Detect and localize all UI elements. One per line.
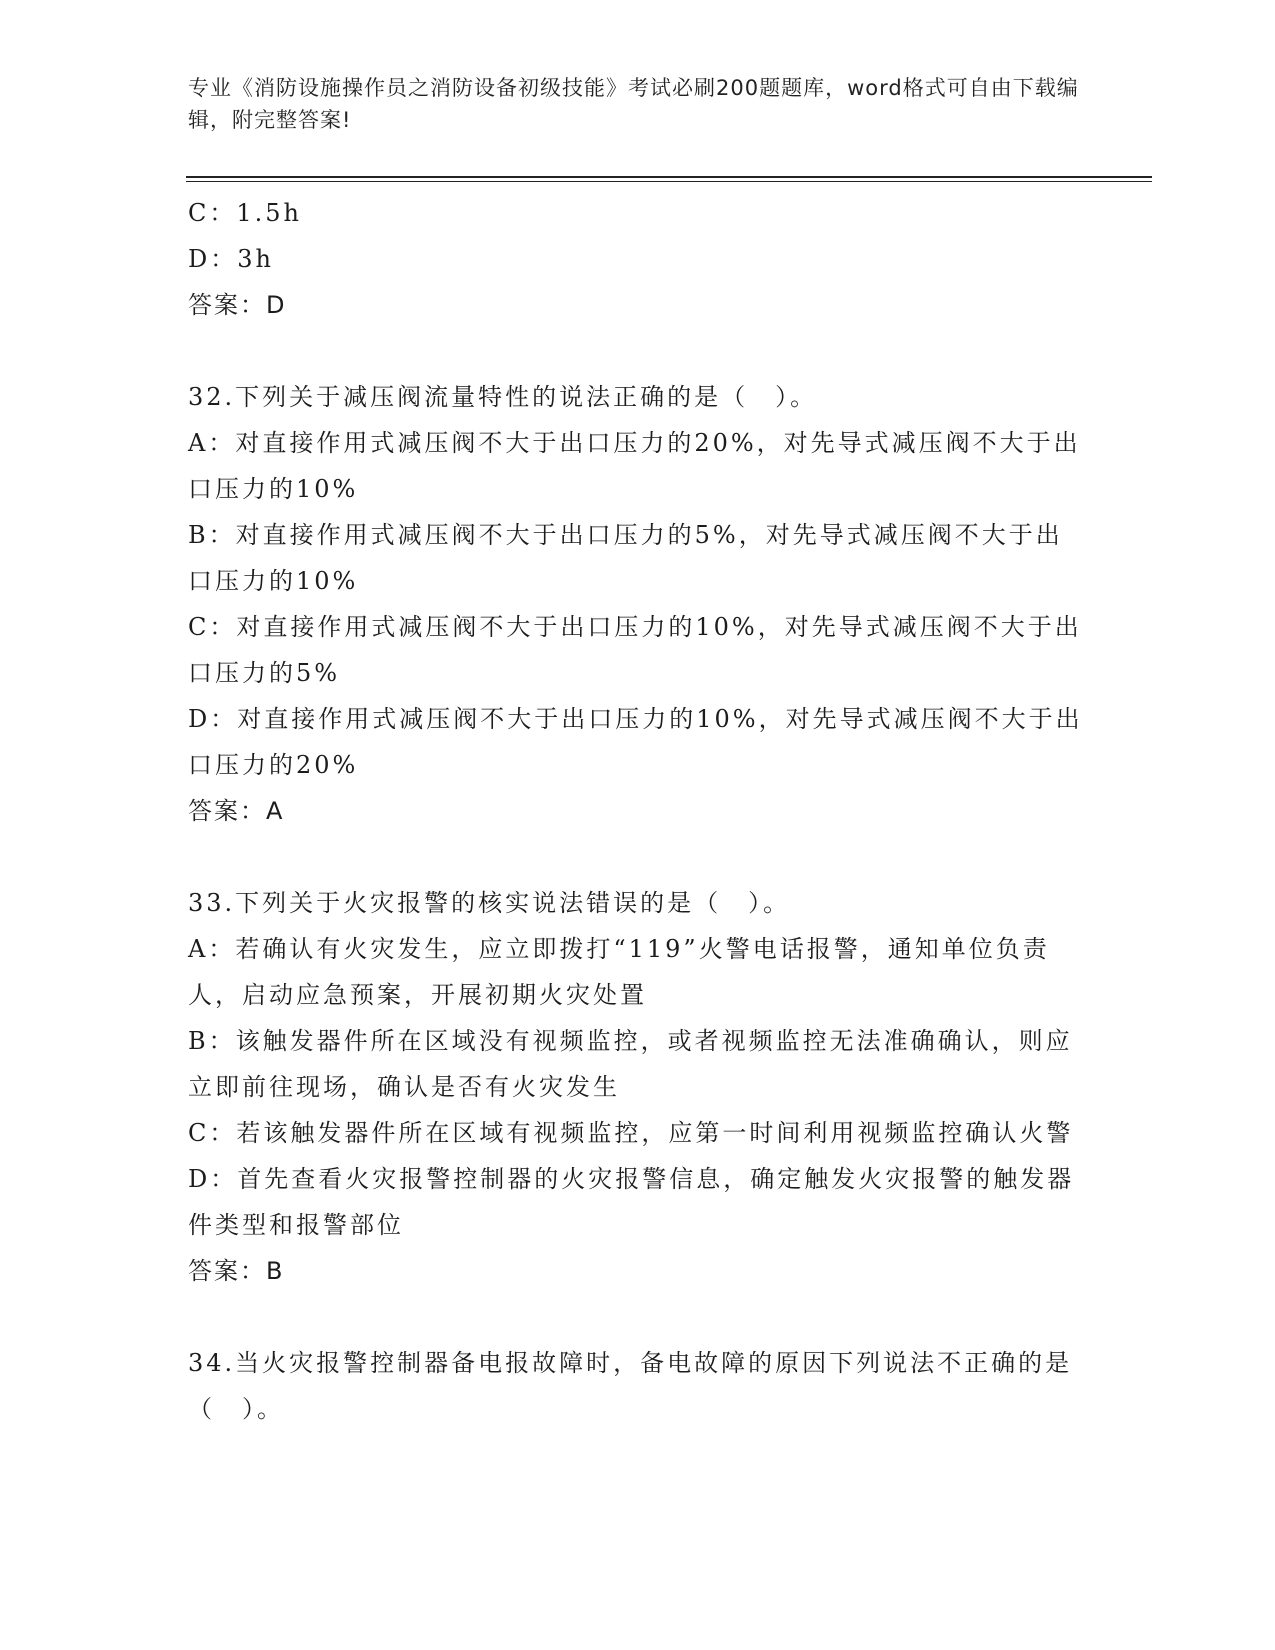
option-c	[188, 190, 1088, 236]
option-label: D	[188, 245, 211, 273]
option-separator: ：	[208, 429, 236, 457]
option-separator: ：	[210, 705, 238, 733]
option-text: 3h	[237, 245, 274, 273]
answer-value: B	[266, 1257, 285, 1285]
option-separator: ：	[209, 199, 237, 227]
option-text: 该触发器件所在区域没有视频监控，或者视频监控无法准确确认，则应立即前往现场，确认是否有火灾发生	[188, 1027, 1073, 1101]
option-text: 1.5h	[236, 199, 302, 227]
option-text: 若确认有火灾发生，应立即拨打“119”火警电话报警，通知单位负责人，启动应急预案，开展初期火灾处置	[188, 935, 1050, 1009]
option-label: A	[188, 935, 209, 963]
option-text: 对直接作用式减压阀不大于出口压力的5%，对先导式减压阀不大于出口压力的10%	[188, 521, 1063, 595]
option-label: B	[188, 521, 209, 549]
answer-label: 答案：	[188, 291, 266, 319]
answer-value: A	[266, 797, 285, 825]
question-34	[188, 1340, 1088, 1432]
question-33	[188, 880, 1088, 1294]
option-separator: ：	[210, 1165, 238, 1193]
question-text: 下列关于火灾报警的核实说法错误的是（ ）。	[235, 889, 791, 917]
answer-label: 答案：	[188, 1257, 266, 1285]
option-label: B	[188, 1027, 209, 1055]
option-text: 对直接作用式减压阀不大于出口压力的10%，对先导式减压阀不大于出口压力的5%	[188, 613, 1082, 687]
option-label: D	[188, 705, 211, 733]
answer-line	[188, 282, 1088, 328]
option-d	[188, 236, 1088, 282]
option-separator: ：	[210, 245, 238, 273]
question-number: 33.	[188, 889, 236, 917]
option-b	[188, 1018, 1088, 1110]
question-32	[188, 374, 1088, 834]
option-d	[188, 696, 1088, 788]
question-number: 32.	[188, 383, 236, 411]
option-separator: ：	[208, 1027, 236, 1055]
question-number: 34.	[188, 1349, 236, 1377]
answer-value: D	[266, 291, 287, 319]
option-text: 首先查看火灾报警控制器的火灾报警信息，确定触发火灾报警的触发器件类型和报警部位	[188, 1165, 1075, 1239]
option-c	[188, 604, 1088, 696]
option-b	[188, 512, 1088, 604]
option-text: 若该触发器件所在区域有视频监控，应第一时间利用视频监控确认火警	[236, 1119, 1074, 1147]
option-label: D	[188, 1165, 211, 1193]
document-body	[188, 190, 1088, 1432]
question-text: 当火灾报警控制器备电报故障时，备电故障的原因下列说法不正确的是（ ）。	[188, 1349, 1073, 1423]
answer-label: 答案：	[188, 797, 266, 825]
option-label: A	[188, 429, 209, 457]
question-text: 下列关于减压阀流量特性的说法正确的是（ ）。	[235, 383, 818, 411]
answer-line	[188, 1248, 1088, 1294]
option-d	[188, 1156, 1088, 1248]
option-separator: ：	[209, 1119, 237, 1147]
option-separator: ：	[208, 935, 236, 963]
question-stem	[188, 880, 1088, 926]
option-text: 对直接作用式减压阀不大于出口压力的20%，对先导式减压阀不大于出口压力的10%	[188, 429, 1081, 503]
question-stem	[188, 374, 1088, 420]
page-header	[188, 72, 1088, 136]
option-label: C	[188, 613, 210, 641]
header-divider	[186, 176, 1152, 182]
header-text: 专业《消防设施操作员之消防设备初级技能》考试必刷200题题库，word格式可自由下载编辑，附完整答案!	[188, 76, 1079, 132]
question-stem	[188, 1340, 1088, 1432]
answer-line	[188, 788, 1088, 834]
previous-question-tail	[188, 190, 1088, 328]
option-separator: ：	[209, 613, 237, 641]
option-c	[188, 1110, 1088, 1156]
option-separator: ：	[208, 521, 236, 549]
option-label: C	[188, 199, 210, 227]
option-a	[188, 420, 1088, 512]
option-label: C	[188, 1119, 210, 1147]
option-a	[188, 926, 1088, 1018]
option-text: 对直接作用式减压阀不大于出口压力的10%，对先导式减压阀不大于出口压力的20%	[188, 705, 1083, 779]
